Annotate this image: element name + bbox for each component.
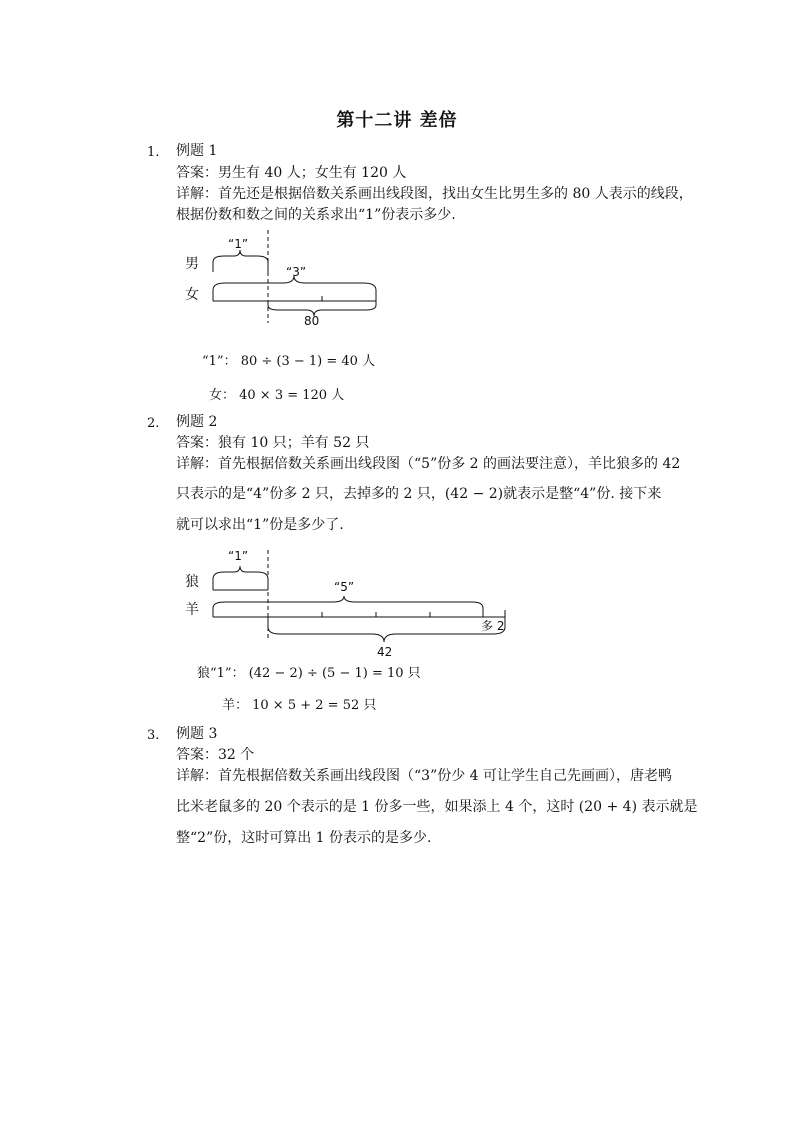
row-label-wolf: 狼: [185, 574, 199, 590]
middle-brace-label: “3”: [286, 265, 307, 279]
extra-label: 多 2: [481, 619, 505, 633]
middle-brace: [213, 596, 483, 617]
bottom-brace: [268, 301, 376, 316]
problem-3-answer: 答案：32 个: [176, 747, 255, 763]
bottom-brace-label: 42: [377, 645, 393, 659]
problem-2-detail-line: 详解：首先根据倍数关系画出线段图（“5”份多 2 的画法要注意），羊比狼多的 42: [176, 456, 681, 472]
problem-1-heading: 例题 1: [176, 143, 218, 159]
problem-3-detail-line: 详解：首先根据倍数关系画出线段图（“3”份少 4 可让学生自己先画画），唐老鸭: [176, 768, 673, 784]
problem-2-heading: 例题 2: [176, 414, 218, 430]
problem-3-detail-line: 整“2”份，这时可算出 1 份表示的是多少.: [176, 830, 432, 846]
problem-2-answer: 答案：狼有 10 只；羊有 52 只: [176, 435, 370, 451]
problem-3-number: 3.: [147, 728, 160, 743]
problem-1-detail-line: 详解：首先还是根据倍数关系画出线段图，找出女生比男生多的 80 人表示的线段，: [176, 186, 693, 202]
row-label-girls: 女: [185, 287, 199, 303]
problem-1-calc-line: 女： 40 × 3 = 120 人: [209, 388, 345, 403]
top-brace: [213, 566, 268, 590]
top-brace: [213, 250, 268, 272]
middle-brace: [213, 276, 376, 301]
top-brace-label: “1”: [228, 549, 249, 563]
problem-1-detail-line: 根据份数和数之间的关系求出“1”份表示多少.: [176, 207, 456, 223]
problem-1-calc-line: “1”： 80 ÷ (3 − 1) = 40 人: [202, 354, 376, 369]
problem-2-calc-line: 狼“1”： (42 − 2) ÷ (5 − 1) = 10 只: [197, 666, 421, 681]
problem-1-number: 1.: [147, 145, 160, 160]
problem-3-heading: 例题 3: [176, 726, 218, 742]
problem-2-calc-line: 羊： 10 × 5 + 2 = 52 只: [222, 698, 377, 713]
problem-2-detail-line: 只表示的是“4”份多 2 只，去掉多的 2 只，(42 − 2)就表示是整“4”份. 接下来: [176, 486, 662, 502]
row-label-sheep: 羊: [185, 602, 199, 618]
problem-2-detail-line: 就可以求出“1”份是多少了.: [176, 517, 344, 533]
row-label-boys: 男: [185, 256, 199, 272]
problem-3-detail-line: 比米老鼠多的 20 个表示的是 1 份多一些，如果添上 4 个，这时 (20 + 4) 表示就是: [176, 799, 698, 815]
middle-brace-label: “5”: [334, 580, 355, 594]
problem-1-answer: 答案：男生有 40 人；女生有 120 人: [176, 165, 407, 181]
bottom-brace: [268, 617, 505, 642]
bottom-brace-label: 80: [304, 314, 320, 328]
top-brace-label: “1”: [228, 237, 249, 251]
page-title: 第十二讲 差倍: [336, 110, 458, 131]
problem-2-number: 2.: [147, 416, 160, 431]
